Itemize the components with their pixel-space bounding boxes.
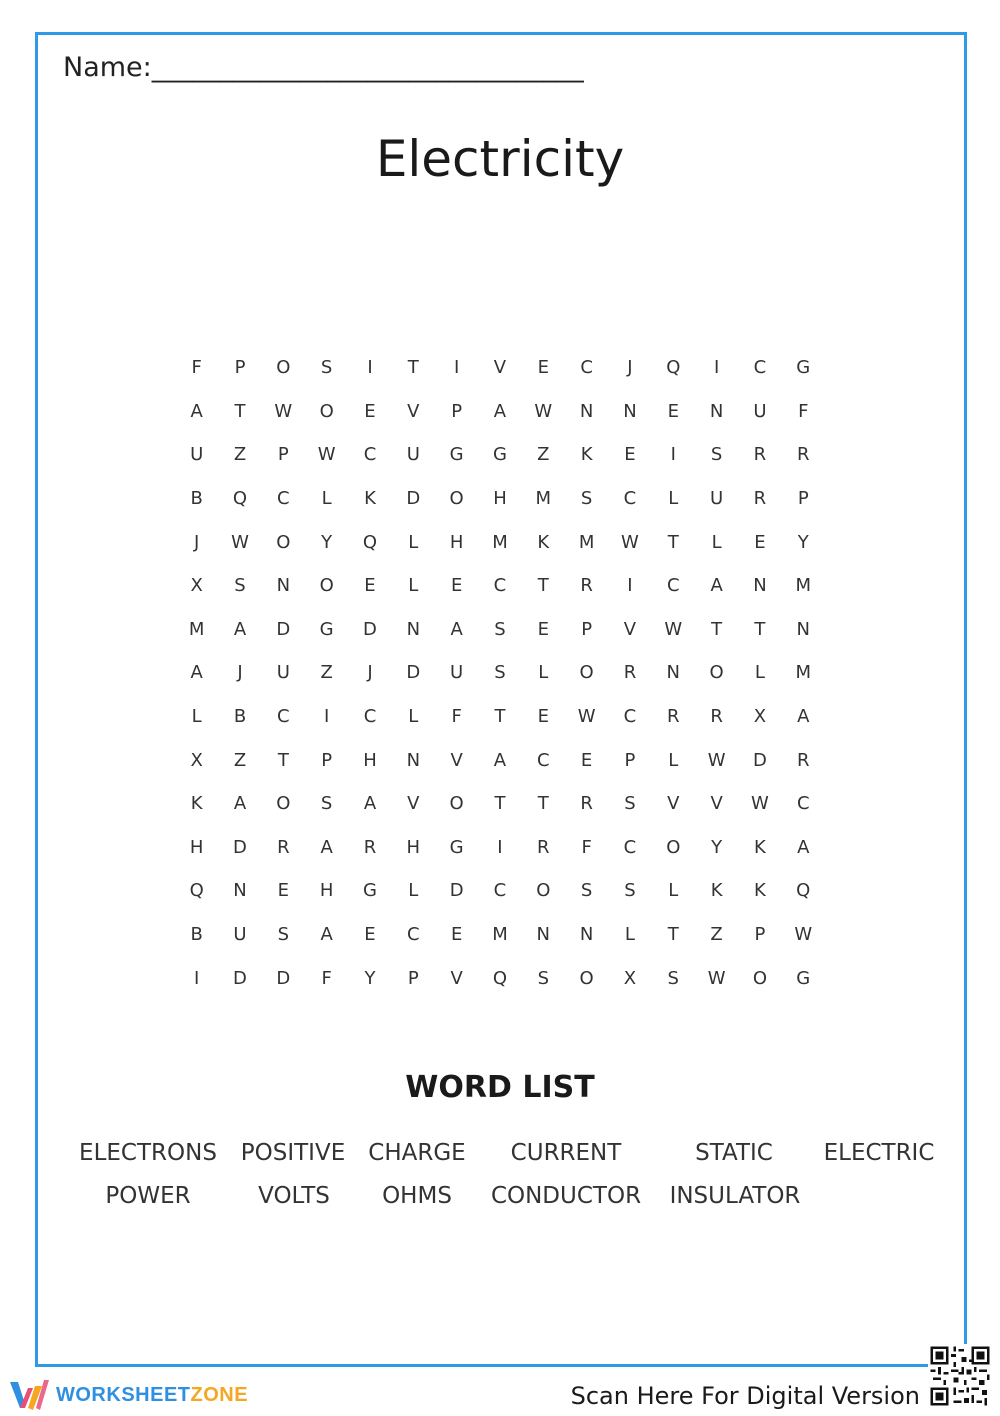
grid-letter[interactable]: S bbox=[494, 662, 506, 684]
grid-letter[interactable]: O bbox=[709, 662, 724, 684]
grid-letter[interactable]: I bbox=[497, 836, 503, 858]
grid-letter[interactable]: R bbox=[797, 749, 810, 771]
grid-letter[interactable]: K bbox=[754, 836, 766, 858]
grid-letter[interactable]: T bbox=[667, 531, 679, 553]
grid-letter[interactable]: X bbox=[190, 749, 203, 771]
grid-letter[interactable]: V bbox=[450, 967, 463, 989]
grid-letter[interactable]: H bbox=[449, 531, 464, 553]
qr-code-icon[interactable] bbox=[928, 1344, 992, 1408]
grid-letter[interactable]: U bbox=[190, 444, 204, 466]
grid-letter[interactable]: R bbox=[537, 836, 550, 858]
grid-letter[interactable]: F bbox=[451, 706, 462, 728]
grid-letter[interactable]: R bbox=[363, 836, 377, 858]
grid-letter[interactable]: A bbox=[233, 618, 247, 640]
grid-letter[interactable]: D bbox=[406, 488, 421, 510]
grid-letter[interactable]: P bbox=[624, 749, 636, 771]
grid-letter[interactable]: Y bbox=[364, 967, 376, 989]
grid-letter[interactable]: N bbox=[536, 924, 551, 946]
grid-row bbox=[175, 782, 825, 826]
grid-letter[interactable]: P bbox=[451, 400, 463, 422]
grid-letter[interactable]: G bbox=[796, 967, 811, 989]
grid-letter[interactable]: N bbox=[579, 924, 594, 946]
grid-letter[interactable]: V bbox=[667, 793, 680, 815]
grid-letter[interactable]: K bbox=[754, 880, 766, 902]
grid-letter[interactable]: A bbox=[450, 618, 463, 640]
grid-row bbox=[175, 869, 825, 913]
page-title: Electricity bbox=[375, 130, 625, 188]
grid-letter[interactable]: H bbox=[189, 836, 204, 858]
grid-letter[interactable]: T bbox=[407, 357, 419, 379]
grid-letter[interactable]: S bbox=[234, 575, 246, 597]
grid-letter[interactable]: A bbox=[190, 662, 203, 684]
grid-letter[interactable]: G bbox=[449, 836, 464, 858]
grid-letter[interactable]: M bbox=[578, 531, 595, 553]
grid-letter[interactable]: A bbox=[493, 400, 507, 422]
grid-letter[interactable]: T bbox=[537, 575, 549, 597]
grid-letter[interactable]: S bbox=[537, 967, 549, 989]
grid-letter[interactable]: E bbox=[667, 400, 679, 422]
grid-letter[interactable]: K bbox=[364, 488, 376, 510]
grid-letter[interactable]: S bbox=[494, 618, 506, 640]
grid-letter[interactable]: Z bbox=[320, 662, 333, 684]
grid-letter[interactable]: N bbox=[709, 400, 724, 422]
grid-letter[interactable]: U bbox=[450, 662, 464, 684]
grid-letter[interactable]: I bbox=[670, 444, 676, 466]
grid-letter[interactable]: R bbox=[667, 706, 680, 728]
grid-row bbox=[175, 477, 825, 521]
grid-letter[interactable]: S bbox=[320, 793, 333, 815]
grid-letter[interactable]: A bbox=[493, 749, 507, 771]
grid-letter[interactable]: I bbox=[453, 357, 460, 379]
grid-letter[interactable]: X bbox=[190, 575, 203, 597]
grid-letter[interactable]: E bbox=[537, 618, 549, 640]
grid-letter[interactable]: C bbox=[363, 444, 377, 466]
grid-letter[interactable]: M bbox=[492, 531, 508, 553]
grid-letter[interactable]: E bbox=[364, 924, 376, 946]
grid-letter[interactable]: G bbox=[363, 880, 377, 902]
grid-letter[interactable]: D bbox=[276, 967, 291, 989]
grid-letter[interactable]: K bbox=[190, 793, 203, 815]
grid-letter[interactable]: P bbox=[321, 749, 333, 771]
grid-letter[interactable]: U bbox=[406, 444, 420, 466]
grid-letter[interactable]: B bbox=[190, 924, 203, 946]
grid-letter[interactable]: F bbox=[798, 400, 809, 422]
grid-letter[interactable]: V bbox=[407, 793, 420, 815]
grid-letter[interactable]: W bbox=[751, 793, 769, 815]
logo-text-zone: ZONE bbox=[190, 1383, 249, 1406]
grid-letter[interactable]: K bbox=[537, 531, 550, 553]
grid-row bbox=[175, 913, 825, 957]
word-list-item: VOLTS bbox=[258, 1183, 330, 1209]
grid-letter[interactable]: I bbox=[194, 967, 200, 989]
grid-letter[interactable]: M bbox=[492, 924, 508, 946]
grid-letter[interactable]: P bbox=[581, 618, 593, 640]
grid-letter[interactable]: A bbox=[797, 836, 810, 858]
grid-letter[interactable]: S bbox=[580, 880, 593, 902]
grid-letter[interactable]: G bbox=[449, 444, 464, 466]
grid-letter[interactable]: Z bbox=[537, 444, 550, 466]
grid-row bbox=[175, 826, 825, 870]
grid-letter[interactable]: A bbox=[233, 793, 247, 815]
grid-letter[interactable]: C bbox=[407, 924, 420, 946]
grid-letter[interactable]: D bbox=[449, 880, 464, 902]
grid-letter[interactable]: E bbox=[580, 749, 593, 771]
grid-letter[interactable]: I bbox=[323, 706, 330, 728]
grid-letter[interactable]: T bbox=[537, 793, 549, 815]
grid-letter[interactable]: O bbox=[666, 836, 681, 858]
grid-letter[interactable]: R bbox=[623, 662, 637, 684]
grid-row bbox=[175, 346, 825, 390]
grid-letter[interactable]: X bbox=[623, 967, 637, 989]
grid-letter[interactable]: L bbox=[408, 575, 419, 597]
grid-letter[interactable]: T bbox=[754, 618, 766, 640]
word-list-item: CHARGE bbox=[368, 1140, 466, 1166]
grid-letter[interactable]: H bbox=[406, 836, 421, 858]
grid-letter[interactable]: O bbox=[536, 880, 551, 902]
grid-letter[interactable]: P bbox=[754, 924, 766, 946]
worksheetzone-logo-icon bbox=[8, 1378, 50, 1412]
word-list-item: CURRENT bbox=[510, 1140, 622, 1166]
grid-letter[interactable]: E bbox=[277, 880, 289, 902]
grid-letter[interactable]: J bbox=[367, 662, 373, 684]
grid-letter[interactable]: L bbox=[191, 706, 202, 728]
grid-letter[interactable]: N bbox=[406, 749, 421, 771]
grid-letter[interactable]: W bbox=[621, 531, 639, 553]
grid-letter[interactable]: L bbox=[668, 749, 679, 771]
grid-letter[interactable]: R bbox=[580, 575, 593, 597]
grid-letter[interactable]: O bbox=[579, 662, 594, 684]
grid-letter[interactable]: I bbox=[367, 357, 373, 379]
grid-row bbox=[175, 433, 825, 477]
grid-letter[interactable]: N bbox=[623, 400, 637, 422]
grid-letter[interactable]: R bbox=[797, 444, 810, 466]
grid-letter[interactable]: M bbox=[535, 488, 552, 510]
grid-letter[interactable]: W bbox=[577, 706, 596, 728]
grid-letter[interactable]: C bbox=[666, 575, 680, 597]
grid-letter[interactable]: L bbox=[538, 662, 549, 684]
grid-letter[interactable]: J bbox=[194, 531, 200, 553]
grid-letter[interactable]: W bbox=[707, 967, 726, 989]
grid-letter[interactable]: F bbox=[321, 967, 332, 989]
grid-letter[interactable]: O bbox=[752, 967, 768, 989]
grid-letter[interactable]: Q bbox=[232, 488, 248, 510]
grid-letter[interactable]: H bbox=[493, 488, 507, 510]
grid-letter[interactable]: E bbox=[537, 706, 549, 728]
word-list-item: INSULATOR bbox=[669, 1183, 801, 1209]
grid-letter[interactable]: W bbox=[664, 618, 683, 640]
grid-letter[interactable]: V bbox=[493, 357, 507, 379]
grid-letter[interactable]: K bbox=[580, 444, 593, 466]
grid-letter[interactable]: Q bbox=[362, 531, 378, 553]
grid-letter[interactable]: E bbox=[450, 924, 463, 946]
grid-letter[interactable]: T bbox=[711, 618, 723, 640]
grid-letter[interactable]: R bbox=[277, 836, 290, 858]
word-list-item: POWER bbox=[105, 1183, 191, 1209]
grid-letter[interactable]: N bbox=[406, 618, 421, 640]
grid-letter[interactable]: A bbox=[190, 400, 203, 422]
grid-letter[interactable]: Y bbox=[711, 836, 723, 858]
grid-letter[interactable]: H bbox=[319, 880, 334, 902]
grid-letter[interactable]: D bbox=[233, 967, 247, 989]
grid-letter[interactable]: Q bbox=[666, 357, 681, 379]
grid-row bbox=[175, 651, 825, 695]
grid-letter[interactable]: T bbox=[494, 793, 506, 815]
grid-letter[interactable]: A bbox=[363, 793, 377, 815]
grid-letter[interactable]: E bbox=[364, 400, 376, 422]
grid-letter[interactable]: Y bbox=[797, 531, 809, 553]
grid-letter[interactable]: R bbox=[580, 793, 593, 815]
grid-row bbox=[175, 390, 825, 434]
grid-letter[interactable]: Y bbox=[321, 531, 333, 553]
grid-row bbox=[175, 564, 825, 608]
word-search-grid bbox=[175, 346, 825, 998]
grid-letter[interactable]: O bbox=[319, 575, 334, 597]
grid-letter[interactable]: F bbox=[581, 836, 592, 858]
grid-letter[interactable]: W bbox=[231, 531, 249, 553]
grid-letter[interactable]: J bbox=[627, 357, 633, 379]
grid-letter[interactable]: S bbox=[277, 924, 290, 946]
grid-letter[interactable]: C bbox=[623, 488, 637, 510]
grid-letter[interactable]: O bbox=[449, 793, 464, 815]
grid-letter[interactable]: O bbox=[276, 793, 291, 815]
grid-letter[interactable]: U bbox=[710, 488, 724, 510]
grid-letter[interactable]: Q bbox=[796, 880, 811, 902]
grid-row bbox=[175, 956, 825, 1000]
grid-letter[interactable]: K bbox=[710, 880, 723, 902]
grid-letter[interactable]: C bbox=[753, 357, 767, 379]
grid-letter[interactable]: O bbox=[276, 531, 291, 553]
grid-letter[interactable]: W bbox=[707, 749, 726, 771]
grid-letter[interactable]: L bbox=[754, 662, 765, 684]
grid-letter[interactable]: D bbox=[233, 836, 247, 858]
grid-letter[interactable]: L bbox=[624, 924, 635, 946]
grid-letter[interactable]: C bbox=[580, 357, 593, 379]
word-list-item: CONDUCTOR bbox=[490, 1183, 642, 1209]
grid-letter[interactable]: N bbox=[753, 575, 767, 597]
grid-letter[interactable]: M bbox=[795, 662, 812, 684]
grid-letter[interactable]: M bbox=[188, 618, 205, 640]
grid-letter[interactable]: J bbox=[237, 662, 243, 684]
grid-letter[interactable]: I bbox=[627, 575, 633, 597]
grid-letter[interactable]: O bbox=[276, 357, 291, 379]
grid-letter[interactable]: Q bbox=[189, 880, 204, 902]
grid-letter[interactable]: S bbox=[667, 967, 679, 989]
grid-row bbox=[175, 608, 825, 652]
grid-letter[interactable]: L bbox=[408, 531, 419, 553]
grid-letter[interactable]: D bbox=[276, 618, 291, 640]
grid-letter[interactable]: C bbox=[537, 749, 550, 771]
grid-letter[interactable]: E bbox=[450, 575, 463, 597]
word-list-item: ELECTRIC bbox=[823, 1140, 935, 1166]
worksheetzone-logo[interactable] bbox=[8, 1378, 248, 1412]
grid-letter[interactable]: D bbox=[406, 662, 421, 684]
grid-letter[interactable]: T bbox=[667, 924, 679, 946]
grid-row bbox=[175, 695, 825, 739]
grid-letter[interactable]: P bbox=[407, 967, 419, 989]
grid-letter[interactable]: N bbox=[666, 662, 680, 684]
grid-row bbox=[175, 520, 825, 564]
word-list-heading: WORD LIST bbox=[405, 1070, 595, 1105]
grid-letter[interactable]: T bbox=[277, 749, 289, 771]
grid-letter[interactable]: C bbox=[493, 880, 507, 902]
word-list-item: STATIC bbox=[695, 1140, 773, 1166]
grid-letter[interactable]: C bbox=[623, 706, 637, 728]
grid-letter[interactable]: D bbox=[752, 749, 767, 771]
grid-letter[interactable]: N bbox=[233, 880, 247, 902]
grid-letter[interactable]: X bbox=[753, 706, 767, 728]
grid-letter[interactable]: L bbox=[668, 488, 679, 510]
logo-text-worksheet: WORKSHEET bbox=[56, 1383, 191, 1406]
grid-letter[interactable]: C bbox=[796, 793, 810, 815]
grid-letter[interactable]: L bbox=[668, 880, 679, 902]
grid-letter[interactable]: L bbox=[408, 706, 419, 728]
grid-letter[interactable]: V bbox=[623, 618, 637, 640]
grid-letter[interactable]: T bbox=[494, 706, 506, 728]
grid-letter[interactable]: P bbox=[277, 444, 289, 466]
grid-letter[interactable]: A bbox=[320, 836, 333, 858]
grid-letter[interactable]: C bbox=[363, 706, 377, 728]
grid-letter[interactable]: P bbox=[234, 357, 246, 379]
grid-letter[interactable]: E bbox=[364, 575, 376, 597]
grid-letter[interactable]: A bbox=[710, 575, 723, 597]
grid-letter[interactable]: O bbox=[449, 488, 464, 510]
scan-instruction: Scan Here For Digital Version bbox=[570, 1382, 920, 1410]
grid-letter[interactable]: W bbox=[274, 400, 293, 422]
grid-letter[interactable]: W bbox=[534, 400, 553, 422]
grid-letter[interactable]: Q bbox=[492, 967, 508, 989]
grid-letter[interactable]: V bbox=[450, 749, 463, 771]
grid-letter[interactable]: G bbox=[492, 444, 507, 466]
name-field-label: Name:________________________________ bbox=[63, 52, 584, 83]
grid-letter[interactable]: R bbox=[753, 488, 767, 510]
grid-letter[interactable]: W bbox=[794, 924, 813, 946]
grid-letter[interactable]: M bbox=[795, 575, 812, 597]
grid-letter[interactable]: B bbox=[233, 706, 247, 728]
grid-letter[interactable]: F bbox=[191, 357, 202, 379]
word-list-item: POSITIVE bbox=[240, 1140, 346, 1166]
grid-letter[interactable]: H bbox=[363, 749, 377, 771]
grid-letter[interactable]: R bbox=[753, 444, 767, 466]
grid-letter[interactable]: S bbox=[320, 357, 333, 379]
grid-letter[interactable]: P bbox=[797, 488, 809, 510]
grid-letter[interactable]: L bbox=[408, 880, 419, 902]
grid-letter[interactable]: A bbox=[797, 706, 810, 728]
grid-letter[interactable]: Z bbox=[233, 444, 247, 466]
grid-letter[interactable]: C bbox=[277, 488, 290, 510]
grid-letter[interactable]: D bbox=[363, 618, 377, 640]
grid-letter[interactable]: G bbox=[319, 618, 334, 640]
grid-letter[interactable]: R bbox=[710, 706, 723, 728]
grid-letter[interactable]: V bbox=[710, 793, 723, 815]
grid-letter[interactable]: L bbox=[711, 531, 722, 553]
grid-row bbox=[175, 738, 825, 782]
grid-letter[interactable]: O bbox=[319, 400, 334, 422]
grid-letter[interactable]: E bbox=[624, 444, 636, 466]
grid-letter[interactable]: S bbox=[624, 880, 636, 902]
grid-letter[interactable]: B bbox=[190, 488, 203, 510]
word-list-item: OHMS bbox=[382, 1183, 452, 1209]
grid-letter[interactable]: G bbox=[796, 357, 811, 379]
grid-letter[interactable]: E bbox=[537, 357, 549, 379]
grid-letter[interactable]: E bbox=[754, 531, 766, 553]
grid-letter[interactable]: U bbox=[753, 400, 767, 422]
grid-letter[interactable]: U bbox=[276, 662, 290, 684]
grid-letter[interactable]: S bbox=[710, 444, 723, 466]
grid-letter[interactable]: S bbox=[624, 793, 636, 815]
grid-letter[interactable]: N bbox=[579, 400, 594, 422]
grid-letter[interactable]: L bbox=[321, 488, 332, 510]
grid-letter[interactable]: C bbox=[623, 836, 637, 858]
grid-letter[interactable]: U bbox=[233, 924, 247, 946]
grid-letter[interactable]: N bbox=[276, 575, 291, 597]
grid-letter[interactable]: S bbox=[580, 488, 593, 510]
grid-letter[interactable]: A bbox=[320, 924, 333, 946]
grid-letter[interactable]: Z bbox=[233, 749, 247, 771]
grid-letter[interactable]: C bbox=[277, 706, 290, 728]
grid-letter[interactable]: O bbox=[579, 967, 594, 989]
word-list-item: ELECTRONS bbox=[79, 1140, 217, 1166]
grid-letter[interactable]: N bbox=[796, 618, 810, 640]
grid-letter[interactable]: Z bbox=[710, 924, 723, 946]
grid-letter[interactable]: V bbox=[407, 400, 420, 422]
grid-letter[interactable]: T bbox=[234, 400, 246, 422]
grid-letter[interactable]: W bbox=[317, 444, 336, 466]
grid-letter[interactable]: I bbox=[713, 357, 720, 379]
grid-letter[interactable]: C bbox=[493, 575, 507, 597]
